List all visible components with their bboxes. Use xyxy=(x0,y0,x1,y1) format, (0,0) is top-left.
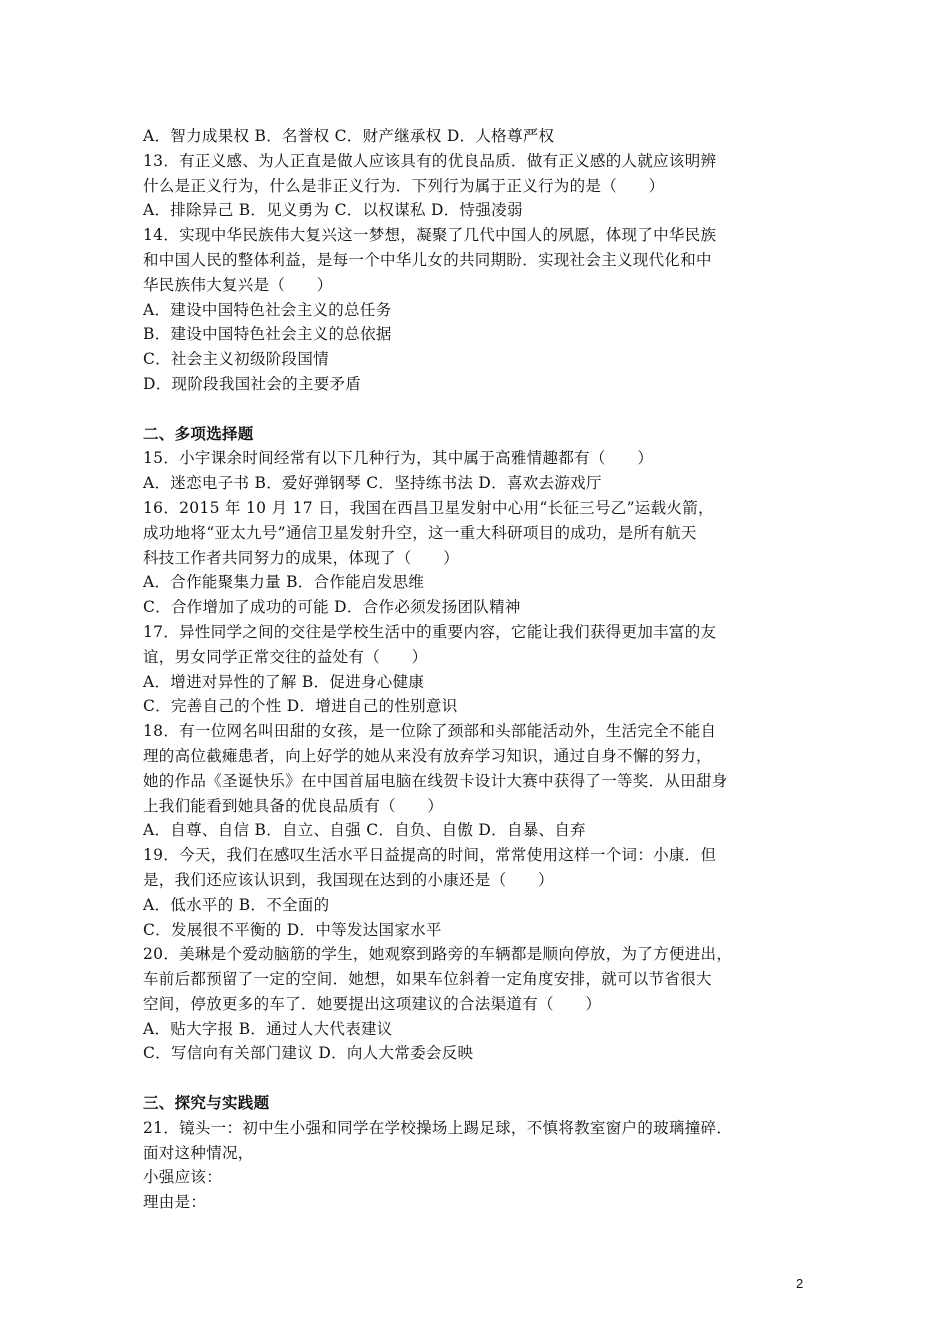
question-text: 她的作品《圣诞快乐》在中国首届电脑在线贺卡设计大赛中获得了一等奖．从田甜身 xyxy=(143,771,728,790)
section-heading-inquiry: 三、探究与实践题 xyxy=(143,1093,270,1113)
question-text: 是，我们还应该认识到，我国现在达到的小康还是（ ） xyxy=(143,870,554,889)
option-line: C．写信向有关部门建议 D．向人大常委会反映 xyxy=(143,1044,474,1063)
question-13: 13．有正义感、为人正直是做人应该具有的优良品质．做有正义感的人就应该明辨 xyxy=(143,151,717,170)
option-line: A．智力成果权 B．名誉权 C．财产继承权 D．人格尊严权 xyxy=(143,127,555,145)
question-text: 华民族伟大复兴是（ ） xyxy=(143,275,333,294)
question-text: 什么是正义行为，什么是非正义行为．下列行为属于正义行为的是（ ） xyxy=(143,176,665,195)
option-line: A．建设中国特色社会主义的总任务 xyxy=(143,300,392,319)
option-line: C．发展很不平衡的 D．中等发达国家水平 xyxy=(143,920,442,939)
question-18: 18．有一位网名叫田甜的女孩，是一位除了颈部和头部能活动外，生活完全不能自 xyxy=(143,722,717,741)
question-17: 17．异性同学之间的交往是学校生活中的重要内容，它能让我们获得更加丰富的友 xyxy=(143,622,717,641)
answer-prompt: 理由是： xyxy=(143,1193,207,1212)
option-line: A．低水平的 B．不全面的 xyxy=(143,895,330,914)
question-text: 空间，停放更多的车了．她要提出这项建议的合法渠道有（ ） xyxy=(143,994,602,1013)
option-line: C．社会主义初级阶段国情 xyxy=(143,350,329,369)
option-line: C．完善自己的个性 D．增进自己的性别意识 xyxy=(143,697,458,716)
question-text: 科技工作者共同努力的成果，体现了（ ） xyxy=(143,548,460,567)
question-14: 14．实现中华民族伟大复兴这一梦想，凝聚了几代中国人的夙愿，体现了中华民族 xyxy=(143,226,717,245)
answer-prompt: 小强应该： xyxy=(143,1168,223,1187)
section-gap xyxy=(143,1066,808,1091)
question-text: 面对这种情况， xyxy=(143,1143,254,1162)
question-text: 理的高位截瘫患者，向上好学的她从来没有放弃学习知识，通过自身不懈的努力， xyxy=(143,746,712,765)
section-gap xyxy=(143,397,808,422)
page-number: 2 xyxy=(796,1276,804,1291)
option-line: A．增进对异性的了解 B．促进身心健康 xyxy=(143,672,425,691)
option-line: D．现阶段我国社会的主要矛盾 xyxy=(143,374,362,393)
option-line: B．建设中国特色社会主义的总依据 xyxy=(143,325,392,344)
option-line: A．迷恋电子书 B．爱好弹钢琴 C．坚持练书法 D．喜欢去游戏厅 xyxy=(143,474,602,493)
page-content xyxy=(143,124,808,1215)
question-15: 15．小宇课余时间经常有以下几种行为，其中属于高雅情趣都有（ ） xyxy=(143,449,654,468)
option-line: A．自尊、自信 B．自立、自强 C．自负、自傲 D．自暴、自弃 xyxy=(143,821,586,840)
question-19: 19．今天，我们在感叹生活水平日益提高的时间，常常使用这样一个词：小康．但 xyxy=(143,846,717,865)
question-text: 成功地将“亚太九号”通信卫星发射升空，这一重大科研项目的成功，是所有航天 xyxy=(143,523,697,542)
section-heading-multiple-choice: 二、多项选择题 xyxy=(143,423,254,443)
question-text: 和中国人民的整体利益，是每一个中华儿女的共同期盼．实现社会主义现代化和中 xyxy=(143,250,712,269)
question-20: 20．美琳是个爱动脑筋的学生，她观察到路旁的车辆都是顺向停放，为了方便进出， xyxy=(143,945,733,964)
option-line: C．合作增加了成功的可能 D．合作必须发扬团队精神 xyxy=(143,598,521,617)
question-text: 谊，男女同学正常交往的益处有（ ） xyxy=(143,647,428,666)
option-line: A．排除异己 B．见义勇为 C．以权谋私 D．恃强凌弱 xyxy=(143,201,523,220)
question-21: 21．镜头一：初中生小强和同学在学校操场上踢足球，不慎将教室窗户的玻璃撞碎． xyxy=(143,1118,733,1137)
option-line: A．贴大字报 B．通过人大代表建议 xyxy=(143,1019,393,1038)
option-line: A．合作能聚集力量 B．合作能启发思维 xyxy=(143,573,425,592)
question-text: 上我们能看到她具备的优良品质有（ ） xyxy=(143,796,444,815)
question-16: 16．2015 年 10 月 17 日，我国在西昌卫星发射中心用“长征三号乙”运载火箭， xyxy=(143,498,714,517)
question-text: 车前后都预留了一定的空间．她想，如果车位斜着一定角度安排，就可以节省很大 xyxy=(143,970,712,989)
